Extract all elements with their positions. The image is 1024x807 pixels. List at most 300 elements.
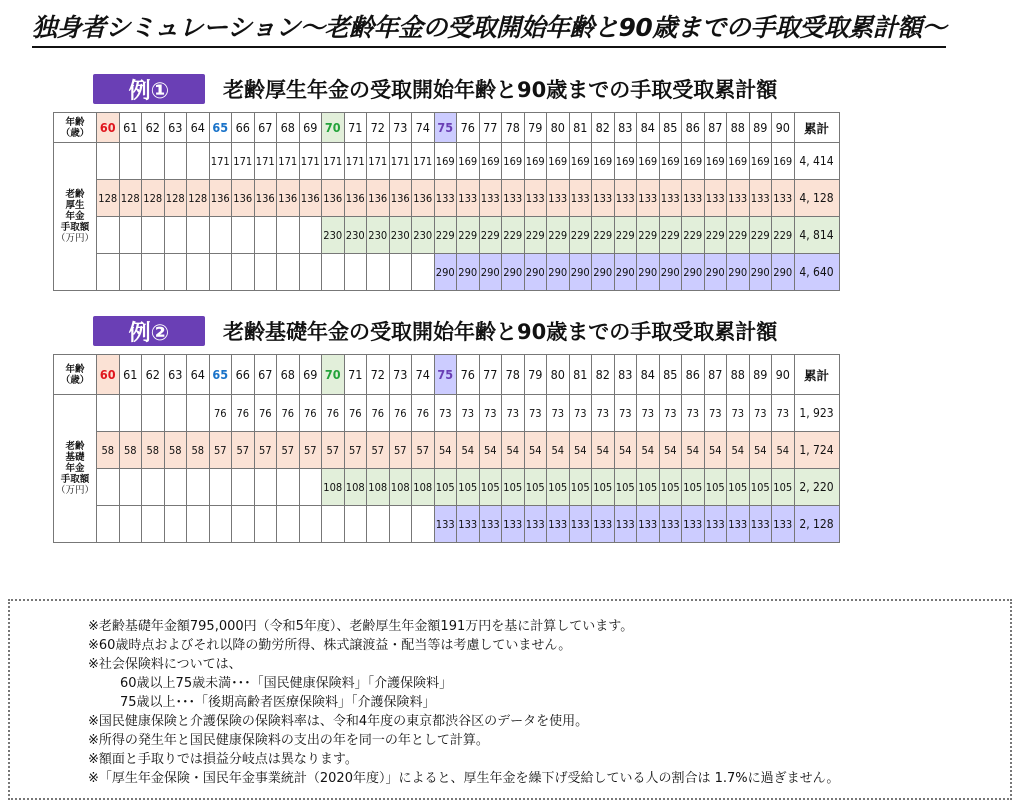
value-cell <box>299 506 322 543</box>
value-cell: 73 <box>434 395 457 432</box>
table-row <box>54 469 840 506</box>
value-cell: 133 <box>749 506 772 543</box>
value-cell: 105 <box>592 469 615 506</box>
value-cell: 133 <box>659 180 682 217</box>
value-cell: 105 <box>524 469 547 506</box>
age-header-cell: 74 <box>412 113 435 143</box>
age-header-cell: 70 <box>322 355 345 395</box>
age-header-cell: 77 <box>479 355 502 395</box>
value-cell: 171 <box>209 143 232 180</box>
value-cell <box>209 254 232 291</box>
age-header-cell: 64 <box>187 355 210 395</box>
value-cell: 133 <box>772 180 795 217</box>
value-cell: 290 <box>682 254 705 291</box>
value-cell: 58 <box>164 432 187 469</box>
value-cell: 169 <box>637 143 660 180</box>
value-cell <box>187 143 210 180</box>
value-cell <box>97 506 120 543</box>
value-cell: 229 <box>592 217 615 254</box>
age-header-cell: 78 <box>502 113 525 143</box>
value-cell: 133 <box>547 506 570 543</box>
age-header-cell: 90 <box>772 113 795 143</box>
value-cell: 73 <box>727 395 750 432</box>
value-cell: 290 <box>637 254 660 291</box>
value-cell: 128 <box>164 180 187 217</box>
table-1-title: 老齢厚生年金の受取開始年齢と90歳までの手取受取累計額 <box>223 78 778 102</box>
value-cell <box>97 469 120 506</box>
value-cell <box>119 506 142 543</box>
value-cell: 230 <box>412 217 435 254</box>
value-cell <box>119 254 142 291</box>
value-cell: 73 <box>547 395 570 432</box>
age-header-cell: 89 <box>749 355 772 395</box>
value-cell: 57 <box>209 432 232 469</box>
value-cell: 133 <box>682 506 705 543</box>
value-cell: 169 <box>749 143 772 180</box>
table-2 <box>53 354 840 543</box>
age-header-cell: 63 <box>164 113 187 143</box>
age-header-cell: 84 <box>637 113 660 143</box>
value-cell: 171 <box>232 143 255 180</box>
value-cell <box>389 254 412 291</box>
value-cell: 136 <box>367 180 390 217</box>
value-cell <box>119 469 142 506</box>
age-header-cell: 75 <box>434 113 457 143</box>
example-2-badge: 例② <box>93 316 205 346</box>
age-header-cell: 75 <box>434 355 457 395</box>
value-cell: 105 <box>502 469 525 506</box>
table-row <box>54 395 840 432</box>
value-cell <box>367 254 390 291</box>
value-cell: 230 <box>367 217 390 254</box>
value-cell: 171 <box>367 143 390 180</box>
age-header-cell: 65 <box>209 113 232 143</box>
value-cell: 133 <box>547 180 570 217</box>
value-cell: 57 <box>277 432 300 469</box>
value-cell: 133 <box>479 506 502 543</box>
value-cell: 290 <box>547 254 570 291</box>
value-cell: 290 <box>457 254 480 291</box>
value-cell: 133 <box>457 180 480 217</box>
value-cell <box>142 506 165 543</box>
value-cell: 230 <box>344 217 367 254</box>
value-cell <box>119 143 142 180</box>
value-cell: 76 <box>277 395 300 432</box>
value-cell: 290 <box>434 254 457 291</box>
value-cell: 58 <box>187 432 210 469</box>
age-header-cell: 72 <box>367 355 390 395</box>
value-cell: 54 <box>772 432 795 469</box>
value-cell: 169 <box>772 143 795 180</box>
value-cell: 133 <box>524 506 547 543</box>
value-cell: 229 <box>659 217 682 254</box>
age-header-cell: 70 <box>322 113 345 143</box>
value-cell: 169 <box>524 143 547 180</box>
value-cell: 171 <box>299 143 322 180</box>
value-cell: 108 <box>389 469 412 506</box>
value-cell: 229 <box>749 217 772 254</box>
value-cell <box>254 506 277 543</box>
age-header-cell: 79 <box>524 355 547 395</box>
value-cell: 133 <box>614 180 637 217</box>
age-header-cell: 67 <box>254 355 277 395</box>
value-cell <box>232 469 255 506</box>
value-cell: 133 <box>637 506 660 543</box>
value-cell: 229 <box>682 217 705 254</box>
age-header-cell: 64 <box>187 113 210 143</box>
age-header-cell: 61 <box>119 113 142 143</box>
age-header-cell: 90 <box>772 355 795 395</box>
age-header-cell: 81 <box>569 113 592 143</box>
value-cell <box>142 254 165 291</box>
value-cell: 76 <box>344 395 367 432</box>
value-cell <box>164 506 187 543</box>
value-cell <box>322 254 345 291</box>
age-header-label: 年齢 （歳） <box>54 113 97 143</box>
value-cell: 57 <box>344 432 367 469</box>
value-cell: 136 <box>299 180 322 217</box>
value-cell <box>254 469 277 506</box>
value-cell: 54 <box>434 432 457 469</box>
age-header-cell: 76 <box>457 355 480 395</box>
value-cell: 76 <box>412 395 435 432</box>
table-row <box>54 506 840 543</box>
value-cell: 73 <box>592 395 615 432</box>
age-header-cell: 71 <box>344 355 367 395</box>
value-cell: 169 <box>457 143 480 180</box>
age-header-cell: 62 <box>142 113 165 143</box>
value-cell: 54 <box>614 432 637 469</box>
value-cell <box>277 217 300 254</box>
value-cell: 108 <box>412 469 435 506</box>
age-header-cell: 89 <box>749 113 772 143</box>
age-header-cell: 80 <box>547 113 570 143</box>
value-cell: 76 <box>299 395 322 432</box>
section-1-header <box>93 74 777 104</box>
value-cell: 73 <box>614 395 637 432</box>
value-cell: 171 <box>277 143 300 180</box>
age-header-cell: 87 <box>704 113 727 143</box>
table-row <box>54 254 840 291</box>
total-cell: 1, 724 <box>794 432 839 469</box>
age-header-cell: 62 <box>142 355 165 395</box>
value-cell: 229 <box>524 217 547 254</box>
value-cell <box>97 254 120 291</box>
note-line: ※老齢基礎年金額795,000円（令和5年度）、老齢厚生年金額191万円を基に計算しています。 <box>88 619 634 634</box>
value-cell: 105 <box>637 469 660 506</box>
value-cell <box>187 217 210 254</box>
value-cell: 229 <box>502 217 525 254</box>
value-cell: 54 <box>682 432 705 469</box>
value-cell: 73 <box>457 395 480 432</box>
age-header-cell: 65 <box>209 355 232 395</box>
age-header-cell: 60 <box>97 355 120 395</box>
value-cell: 290 <box>772 254 795 291</box>
value-cell <box>299 469 322 506</box>
value-cell <box>187 469 210 506</box>
value-cell <box>389 506 412 543</box>
value-cell: 169 <box>727 143 750 180</box>
note-line: ※「厚生年金保険・国民年金事業統計（2020年度）」によると、厚生年金を繰下げ受給している人の割合は 1.7%に過ぎません。 <box>88 771 840 786</box>
value-cell: 76 <box>232 395 255 432</box>
value-cell: 133 <box>434 180 457 217</box>
value-cell: 133 <box>659 506 682 543</box>
value-cell: 105 <box>727 469 750 506</box>
value-cell: 290 <box>524 254 547 291</box>
row-group-label: 老齢 厚生 年金 手取額 （万円） <box>54 143 97 291</box>
value-cell <box>232 217 255 254</box>
notes-box <box>8 599 1012 800</box>
value-cell: 169 <box>479 143 502 180</box>
value-cell: 54 <box>547 432 570 469</box>
value-cell: 128 <box>187 180 210 217</box>
value-cell: 290 <box>749 254 772 291</box>
value-cell: 133 <box>637 180 660 217</box>
value-cell: 58 <box>119 432 142 469</box>
value-cell: 54 <box>592 432 615 469</box>
value-cell: 128 <box>97 180 120 217</box>
table-row <box>54 432 840 469</box>
value-cell: 133 <box>727 506 750 543</box>
age-header-cell: 73 <box>389 113 412 143</box>
value-cell: 169 <box>592 143 615 180</box>
value-cell: 136 <box>232 180 255 217</box>
age-header-cell: 69 <box>299 355 322 395</box>
value-cell <box>142 143 165 180</box>
value-cell: 133 <box>457 506 480 543</box>
value-cell: 229 <box>772 217 795 254</box>
value-cell: 57 <box>367 432 390 469</box>
example-1-badge: 例① <box>93 74 205 104</box>
value-cell <box>209 217 232 254</box>
value-cell <box>164 143 187 180</box>
age-header-cell: 77 <box>479 113 502 143</box>
value-cell: 169 <box>682 143 705 180</box>
value-cell <box>164 395 187 432</box>
age-header-cell: 86 <box>682 355 705 395</box>
value-cell <box>299 254 322 291</box>
value-cell: 136 <box>322 180 345 217</box>
table-row <box>54 180 840 217</box>
total-header: 累計 <box>794 113 839 143</box>
age-header-cell: 69 <box>299 113 322 143</box>
value-cell: 105 <box>682 469 705 506</box>
value-cell: 73 <box>569 395 592 432</box>
age-header-cell: 61 <box>119 355 142 395</box>
value-cell: 230 <box>322 217 345 254</box>
age-header-cell: 76 <box>457 113 480 143</box>
value-cell: 76 <box>209 395 232 432</box>
value-cell: 133 <box>749 180 772 217</box>
value-cell <box>142 395 165 432</box>
value-cell <box>277 254 300 291</box>
page-title: 独身者シミュレーション～老齢年金の受取開始年齢と90歳までの手取受取累計額～ <box>32 8 946 44</box>
age-header-cell: 82 <box>592 355 615 395</box>
value-cell: 73 <box>479 395 502 432</box>
value-cell <box>254 217 277 254</box>
total-header: 累計 <box>794 355 839 395</box>
value-cell: 73 <box>659 395 682 432</box>
value-cell: 54 <box>524 432 547 469</box>
age-header-cell: 63 <box>164 355 187 395</box>
row-group-label: 老齢 基礎 年金 手取額 （万円） <box>54 395 97 543</box>
value-cell <box>142 217 165 254</box>
value-cell: 105 <box>772 469 795 506</box>
value-cell: 54 <box>569 432 592 469</box>
value-cell: 229 <box>434 217 457 254</box>
age-header-cell: 81 <box>569 355 592 395</box>
value-cell: 229 <box>479 217 502 254</box>
value-cell: 133 <box>479 180 502 217</box>
value-cell: 133 <box>682 180 705 217</box>
value-cell: 290 <box>592 254 615 291</box>
value-cell: 290 <box>614 254 637 291</box>
value-cell: 133 <box>434 506 457 543</box>
value-cell: 57 <box>389 432 412 469</box>
age-header-cell: 74 <box>412 355 435 395</box>
age-header-cell: 85 <box>659 113 682 143</box>
note-line: 75歳以上･･･「後期高齢者医療保険料」「介護保険料」 <box>120 695 436 710</box>
value-cell: 105 <box>569 469 592 506</box>
value-cell: 136 <box>344 180 367 217</box>
note-line: ※60歳時点およびそれ以降の勤労所得、株式譲渡益・配当等は考慮していません。 <box>88 638 572 653</box>
value-cell: 76 <box>367 395 390 432</box>
value-cell <box>232 254 255 291</box>
total-cell: 4, 814 <box>794 217 839 254</box>
value-cell: 136 <box>254 180 277 217</box>
value-cell <box>412 254 435 291</box>
value-cell: 133 <box>614 506 637 543</box>
value-cell: 133 <box>524 180 547 217</box>
note-line: ※社会保険料については、 <box>88 657 242 672</box>
value-cell: 54 <box>637 432 660 469</box>
value-cell: 73 <box>704 395 727 432</box>
value-cell: 73 <box>502 395 525 432</box>
note-line: ※所得の発生年と国民健康保険料の支出の年を同一の年として計算。 <box>88 733 489 748</box>
value-cell: 290 <box>727 254 750 291</box>
value-cell: 171 <box>389 143 412 180</box>
value-cell: 290 <box>704 254 727 291</box>
value-cell: 133 <box>502 506 525 543</box>
age-header-cell: 68 <box>277 113 300 143</box>
value-cell <box>164 254 187 291</box>
value-cell: 105 <box>659 469 682 506</box>
value-cell: 73 <box>524 395 547 432</box>
value-cell <box>232 506 255 543</box>
value-cell: 57 <box>254 432 277 469</box>
value-cell <box>187 254 210 291</box>
value-cell: 229 <box>727 217 750 254</box>
value-cell: 290 <box>479 254 502 291</box>
value-cell: 229 <box>547 217 570 254</box>
value-cell: 290 <box>659 254 682 291</box>
value-cell: 171 <box>412 143 435 180</box>
age-header-cell: 78 <box>502 355 525 395</box>
value-cell: 108 <box>322 469 345 506</box>
note-line: ※額面と手取りでは損益分岐点は異なります。 <box>88 752 358 767</box>
value-cell <box>164 469 187 506</box>
value-cell <box>97 217 120 254</box>
value-cell: 58 <box>97 432 120 469</box>
age-header-cell: 60 <box>97 113 120 143</box>
value-cell: 105 <box>457 469 480 506</box>
value-cell: 73 <box>772 395 795 432</box>
value-cell: 133 <box>704 180 727 217</box>
age-header-cell: 80 <box>547 355 570 395</box>
value-cell: 54 <box>502 432 525 469</box>
value-cell: 229 <box>569 217 592 254</box>
value-cell <box>164 217 187 254</box>
value-cell <box>322 506 345 543</box>
age-header-cell: 86 <box>682 113 705 143</box>
value-cell <box>344 254 367 291</box>
value-cell <box>277 506 300 543</box>
value-cell <box>299 217 322 254</box>
value-cell <box>277 469 300 506</box>
value-cell: 54 <box>749 432 772 469</box>
value-cell: 128 <box>142 180 165 217</box>
value-cell <box>367 506 390 543</box>
value-cell: 171 <box>322 143 345 180</box>
value-cell: 73 <box>682 395 705 432</box>
value-cell <box>119 217 142 254</box>
value-cell: 290 <box>569 254 592 291</box>
value-cell: 133 <box>727 180 750 217</box>
value-cell: 169 <box>704 143 727 180</box>
age-header-cell: 71 <box>344 113 367 143</box>
value-cell <box>209 469 232 506</box>
value-cell: 229 <box>637 217 660 254</box>
section-2-header <box>93 316 777 346</box>
table-1 <box>53 112 840 291</box>
note-line: ※国民健康保険と介護保険の保険料率は、令和4年度の東京都渋谷区のデータを使用。 <box>88 714 589 729</box>
value-cell <box>97 395 120 432</box>
total-cell: 4, 640 <box>794 254 839 291</box>
value-cell: 76 <box>254 395 277 432</box>
age-header-label: 年齢 （歳） <box>54 355 97 395</box>
value-cell: 171 <box>254 143 277 180</box>
value-cell: 105 <box>434 469 457 506</box>
value-cell: 229 <box>457 217 480 254</box>
age-header-cell: 79 <box>524 113 547 143</box>
value-cell: 136 <box>277 180 300 217</box>
value-cell: 105 <box>704 469 727 506</box>
total-cell: 2, 128 <box>794 506 839 543</box>
age-header-cell: 72 <box>367 113 390 143</box>
value-cell: 136 <box>209 180 232 217</box>
value-cell <box>254 254 277 291</box>
value-cell: 76 <box>322 395 345 432</box>
value-cell <box>344 506 367 543</box>
age-header-cell: 67 <box>254 113 277 143</box>
age-header-cell: 87 <box>704 355 727 395</box>
value-cell: 169 <box>614 143 637 180</box>
value-cell: 57 <box>232 432 255 469</box>
value-cell: 54 <box>479 432 502 469</box>
value-cell: 136 <box>389 180 412 217</box>
value-cell: 58 <box>142 432 165 469</box>
value-cell: 57 <box>299 432 322 469</box>
note-line: 60歳以上75歳未満･･･「国民健康保険料」「介護保険料」 <box>120 676 453 691</box>
value-cell <box>187 506 210 543</box>
value-cell: 73 <box>637 395 660 432</box>
value-cell <box>97 143 120 180</box>
value-cell: 133 <box>502 180 525 217</box>
value-cell: 73 <box>749 395 772 432</box>
value-cell: 133 <box>592 180 615 217</box>
value-cell <box>412 506 435 543</box>
age-header-cell: 88 <box>727 113 750 143</box>
